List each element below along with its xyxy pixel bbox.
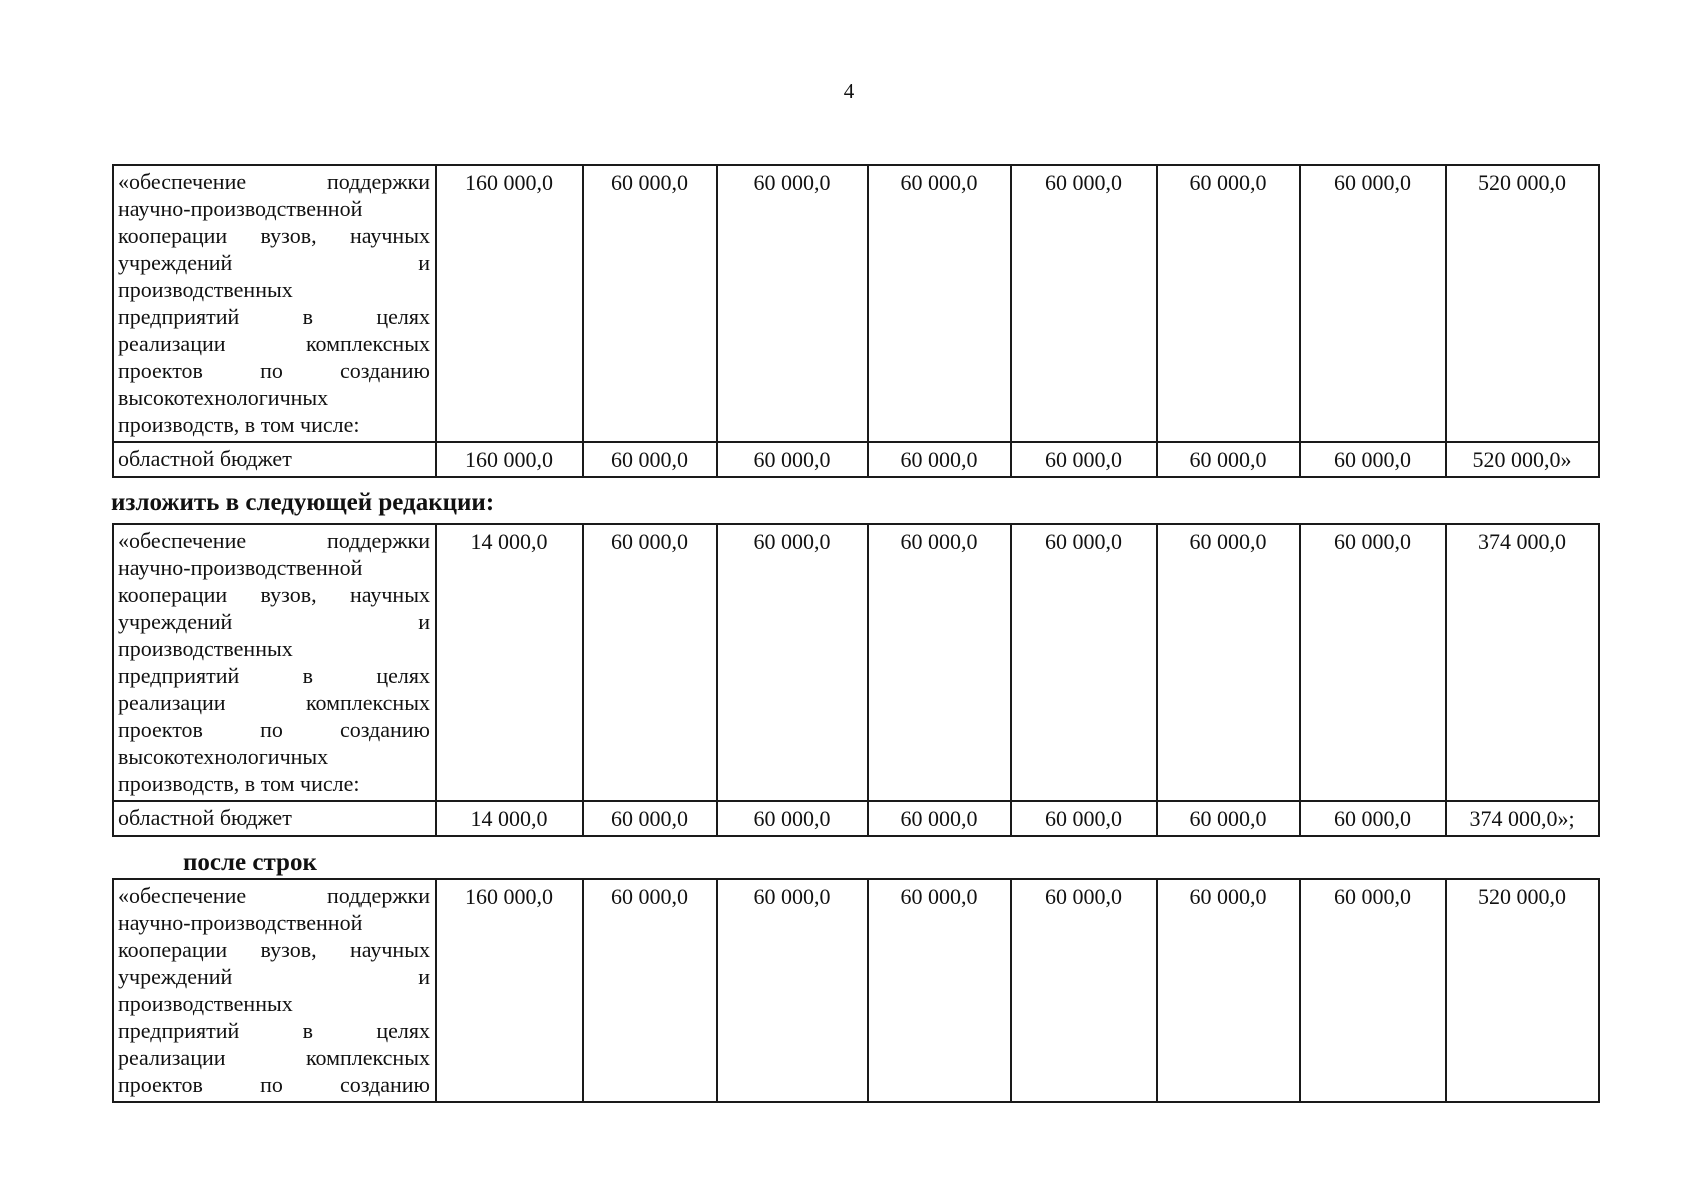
value-cell: 60 000,0: [717, 801, 868, 836]
value-cell: 520 000,0: [1446, 165, 1599, 442]
description-line: производственных: [118, 991, 293, 1016]
value-cell: 160 000,0: [436, 442, 583, 477]
amendment-caption: изложить в следующей редакции:: [111, 489, 495, 516]
value-cell: 14 000,0: [436, 524, 583, 801]
description-line: производств, в том числе:: [118, 771, 360, 796]
page-number: 4: [843, 79, 855, 103]
value-cell: 60 000,0: [1011, 442, 1157, 477]
description-line: учреждений и: [118, 250, 430, 275]
description-line: реализации комплексных: [118, 690, 430, 715]
row-description: [113, 524, 436, 801]
table-row-main: [113, 879, 1599, 1102]
value-cell: 60 000,0: [868, 165, 1011, 442]
row-sub-label: областной бюджет: [113, 801, 436, 836]
budget-table-following: [112, 878, 1600, 1103]
description-line: «обеспечение поддержки: [118, 169, 430, 194]
description-line: проектов по созданию: [118, 1072, 430, 1097]
value-cell: 14 000,0: [436, 801, 583, 836]
value-cell: 520 000,0: [1446, 879, 1599, 1102]
description-line: научно-производственной: [118, 910, 363, 935]
description-line: предприятий в целях: [118, 1018, 430, 1043]
description-line: реализации комплексных: [118, 1045, 430, 1070]
row-sub-label: областной бюджет: [113, 442, 436, 477]
description-line: «обеспечение поддержки: [118, 528, 430, 553]
table-row-main: [113, 165, 1599, 442]
description-line: высокотехнологичных: [118, 744, 329, 769]
description-line: предприятий в целях: [118, 663, 430, 688]
value-cell: 60 000,0: [1157, 442, 1300, 477]
value-cell: 60 000,0: [868, 879, 1011, 1102]
value-cell: 160 000,0: [436, 879, 583, 1102]
description-line: производств, в том числе:: [118, 412, 360, 437]
table-row-sub: [113, 442, 1599, 477]
value-cell: 60 000,0: [1011, 524, 1157, 801]
description-line: проектов по созданию: [118, 717, 430, 742]
value-cell: 60 000,0: [717, 524, 868, 801]
budget-table-revised: [112, 523, 1600, 837]
description-line: научно-производственной: [118, 555, 363, 580]
value-cell: 60 000,0: [1011, 801, 1157, 836]
description-line: кооперации вузов, научных: [118, 937, 430, 962]
description-line: кооперации вузов, научных: [118, 582, 430, 607]
value-cell: 60 000,0: [1157, 165, 1300, 442]
value-cell: 60 000,0: [583, 801, 717, 836]
description-line: «обеспечение поддержки: [118, 883, 430, 908]
description-line: проектов по созданию: [118, 358, 430, 383]
value-cell: 60 000,0: [583, 524, 717, 801]
value-cell: 60 000,0: [1011, 165, 1157, 442]
value-cell: 60 000,0: [583, 442, 717, 477]
description-line: реализации комплексных: [118, 331, 430, 356]
value-cell: 60 000,0: [717, 165, 868, 442]
table-row-sub: [113, 801, 1599, 836]
description-line: научно-производственной: [118, 196, 363, 221]
value-cell: 60 000,0: [717, 442, 868, 477]
description-line: высокотехнологичных: [118, 385, 329, 410]
value-cell: 60 000,0: [868, 442, 1011, 477]
row-description: [113, 879, 436, 1102]
description-line: производственных: [118, 636, 293, 661]
value-cell: 374 000,0: [1446, 524, 1599, 801]
value-cell: 60 000,0: [868, 801, 1011, 836]
after-rows-caption: после строк: [183, 849, 317, 876]
description-line: предприятий в целях: [118, 304, 430, 329]
value-cell: 60 000,0: [1300, 879, 1446, 1102]
value-cell: 60 000,0: [1157, 801, 1300, 836]
value-cell: 60 000,0: [717, 879, 868, 1102]
description-line: кооперации вузов, научных: [118, 223, 430, 248]
value-cell: 60 000,0: [1300, 165, 1446, 442]
value-cell: 160 000,0: [436, 165, 583, 442]
description-line: производственных: [118, 277, 293, 302]
value-cell: 60 000,0: [1300, 524, 1446, 801]
budget-table-original: [112, 164, 1600, 478]
description-line: учреждений и: [118, 964, 430, 989]
table-row-main: [113, 524, 1599, 801]
value-cell: 60 000,0: [868, 524, 1011, 801]
value-cell: 60 000,0: [1011, 879, 1157, 1102]
value-cell: 60 000,0: [583, 879, 717, 1102]
value-cell: 60 000,0: [583, 165, 717, 442]
value-cell: 374 000,0»;: [1446, 801, 1599, 836]
row-description: [113, 165, 436, 442]
value-cell: 60 000,0: [1157, 879, 1300, 1102]
value-cell: 60 000,0: [1300, 801, 1446, 836]
value-cell: 60 000,0: [1157, 524, 1300, 801]
value-cell: 60 000,0: [1300, 442, 1446, 477]
description-line: учреждений и: [118, 609, 430, 634]
value-cell: 520 000,0»: [1446, 442, 1599, 477]
